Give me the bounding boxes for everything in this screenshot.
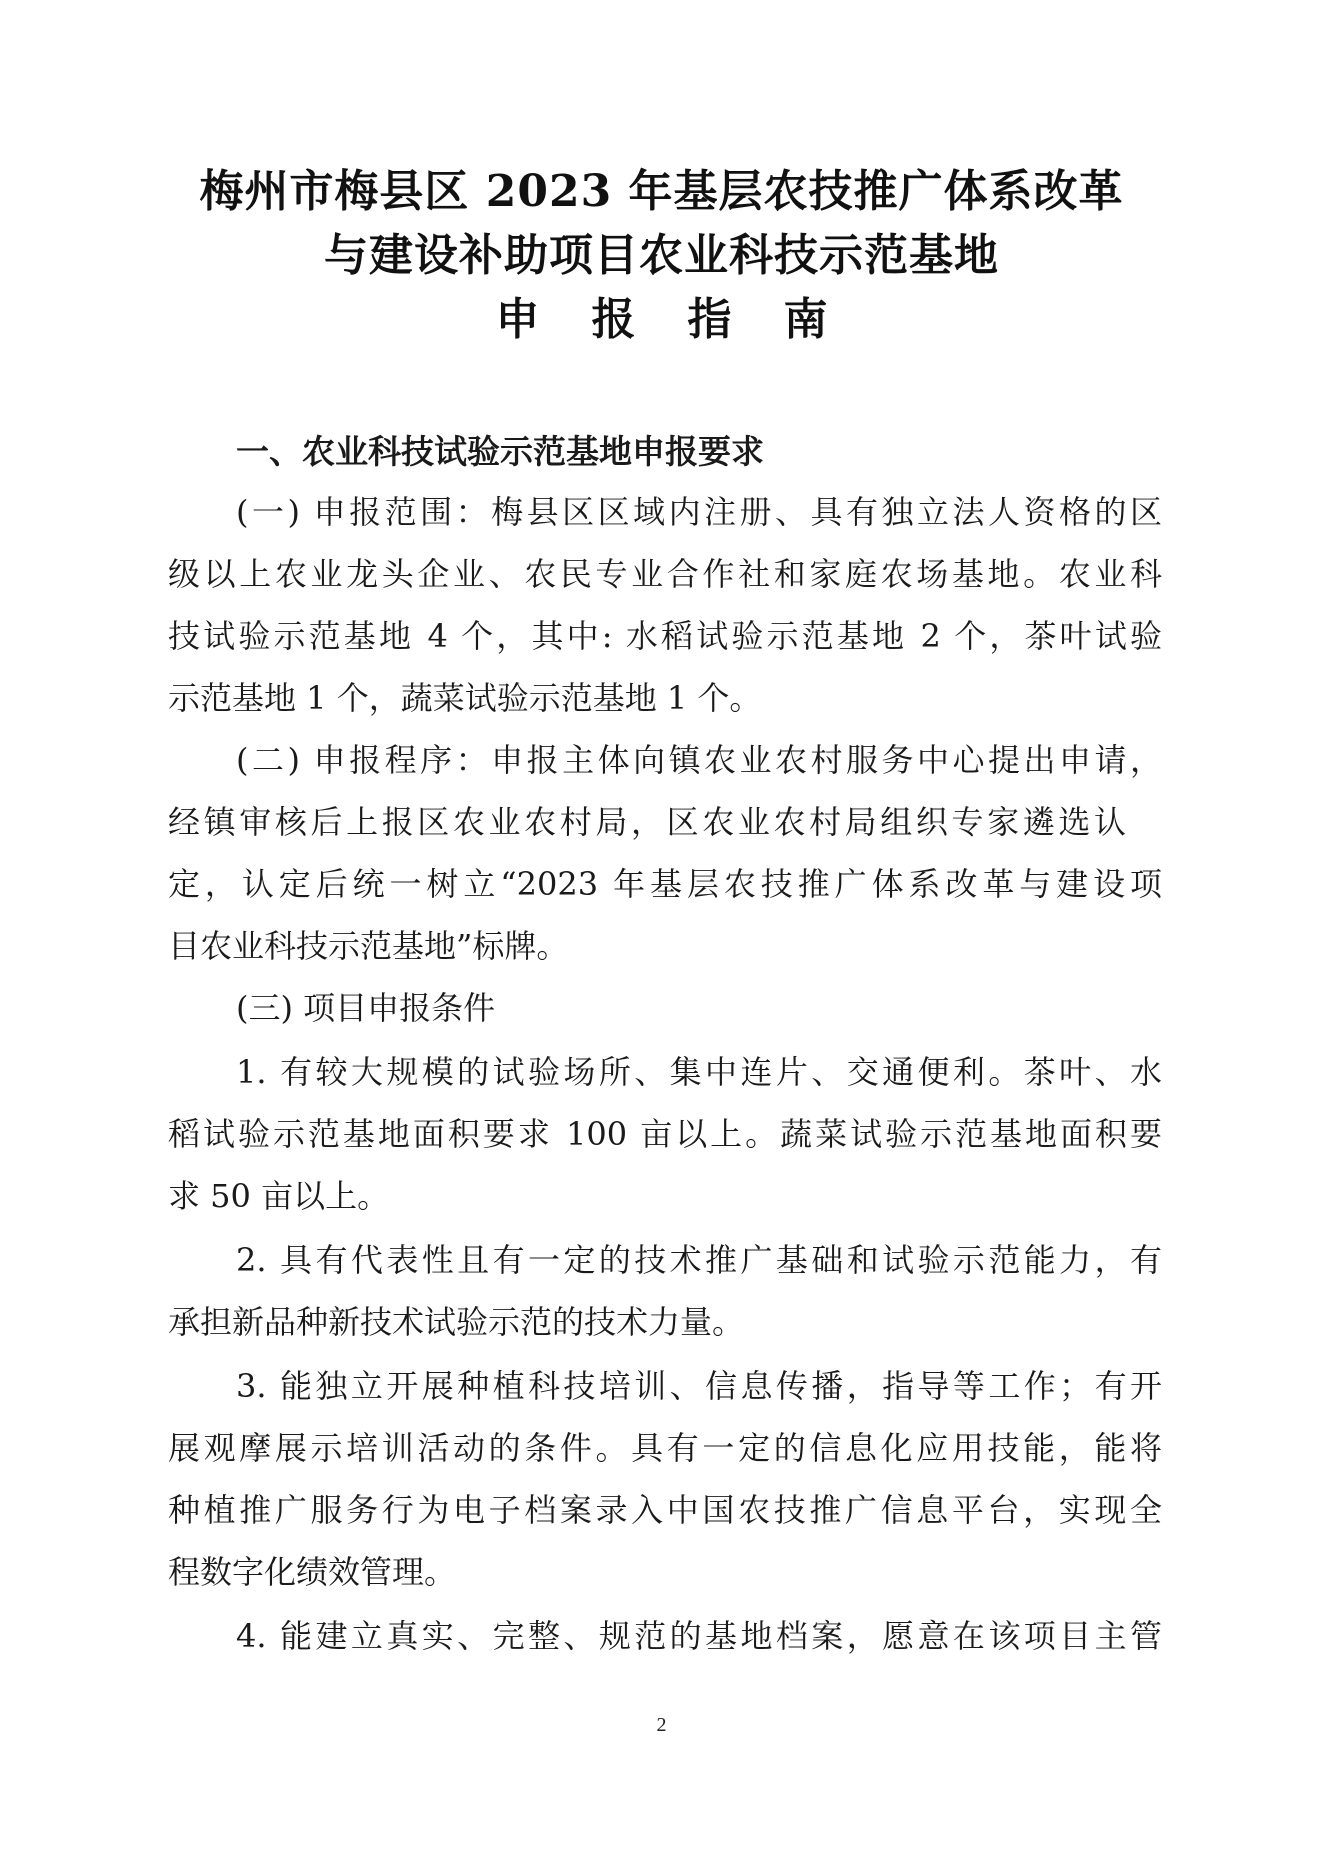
list-item-line: 承担新品种新技术试验示范的技术力量。: [168, 1303, 745, 1341]
section-heading: 一、农业科技试验示范基地申报要求: [236, 432, 764, 471]
paragraph-line: (二) 申报程序：申报主体向镇农业农村服务中心提出申请，: [236, 741, 1162, 779]
title-char: 申: [495, 294, 540, 345]
paragraph-line: 经镇审核后上报区农业农村局，区农业农村局组织专家遴选认: [168, 803, 1126, 841]
paragraph-line: (一) 申报范围：梅县区区域内注册、具有独立法人资格的区: [236, 493, 1162, 531]
title-char: 报: [591, 294, 636, 345]
document-title-line-2: 与建设补助项目农业科技示范基地: [324, 230, 999, 281]
list-item-line: 1. 有较大规模的试验场所、集中连片、交通便利。茶叶、水: [236, 1053, 1162, 1091]
title-char: 南: [783, 294, 828, 345]
list-item-line: 种植推广服务行为电子档案录入中国农技推广信息平台，实现全: [168, 1491, 1162, 1529]
subheading: (三) 项目申报条件: [236, 989, 496, 1027]
list-item-line: 3. 能独立开展种植科技培训、信息传播，指导等工作；有开: [236, 1367, 1162, 1405]
list-item-line: 4. 能建立真实、完整、规范的基地档案，愿意在该项目主管: [236, 1617, 1162, 1655]
paragraph-line: 示范基地 1 个，蔬菜试验示范基地 1 个。: [168, 679, 762, 717]
document-title-line-1: 梅州市梅县区 2023 年基层农技推广体系改革: [199, 166, 1124, 217]
paragraph-line: 定，认定后统一树立“2023 年基层农技推广体系改革与建设项: [168, 865, 1162, 903]
list-item-line: 2. 具有代表性且有一定的技术推广基础和试验示范能力，有: [236, 1241, 1162, 1279]
list-item-line: 稻试验示范基地面积要求 100 亩以上。蔬菜试验示范基地面积要: [168, 1115, 1162, 1153]
paragraph-line: 目农业科技示范基地”标牌。: [168, 927, 569, 965]
paragraph-line: 级以上农业龙头企业、农民专业合作社和家庭农场基地。农业科: [168, 555, 1162, 593]
list-item-line: 程数字化绩效管理。: [168, 1553, 457, 1591]
title-char: 指: [687, 294, 732, 345]
list-item-line: 求 50 亩以上。: [168, 1177, 390, 1215]
document-title-line-3: [0, 288, 1323, 352]
page-number: 2: [656, 1714, 667, 1736]
list-item-line: 展观摩展示培训活动的条件。具有一定的信息化应用技能，能将: [168, 1429, 1162, 1467]
paragraph-line: 技试验示范基地 4 个，其中: 水稻试验示范基地 2 个，茶叶试验: [168, 617, 1162, 655]
